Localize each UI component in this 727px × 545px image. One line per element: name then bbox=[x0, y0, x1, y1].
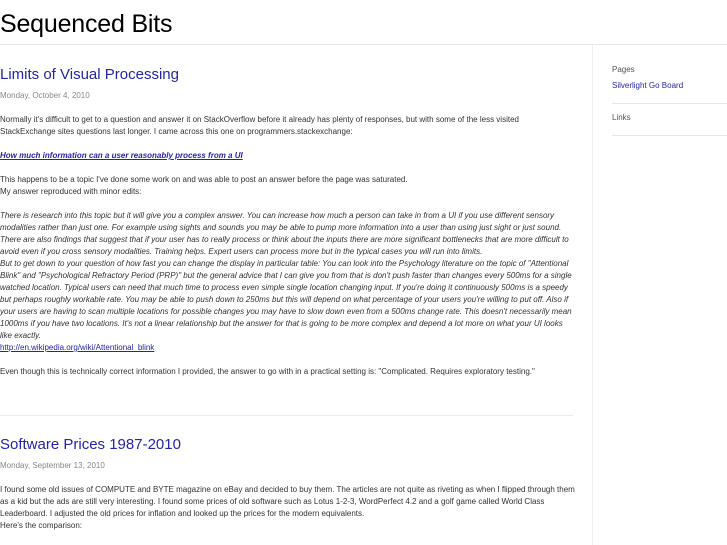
sidebar bbox=[612, 45, 727, 136]
post-body bbox=[0, 484, 575, 532]
context-line-1: This happens to be a topic I've done some work on and was able to post an answer before the page was saturated. bbox=[0, 175, 408, 184]
sidebar-divider bbox=[612, 135, 727, 136]
sidebar-divider bbox=[612, 103, 727, 104]
post-intro-paragraph: Normally it's difficult to get to a question and answer it on StackOverflow before it already has plenty of responses, but with some of the less visited StackExchange sites questions last longer. I came across this one on programmers.stackexchange: bbox=[0, 115, 519, 136]
post-date: Monday, October 4, 2010 bbox=[0, 91, 90, 100]
post-software-prices bbox=[0, 416, 575, 532]
post-title-link[interactable]: Software Prices 1987-2010 bbox=[0, 436, 181, 453]
comparison-intro: Here's the comparison: bbox=[0, 521, 83, 530]
post-limits-of-visual-processing bbox=[0, 45, 575, 378]
post-body bbox=[0, 114, 575, 378]
sidebar-link-silverlight-go-board[interactable]: Silverlight Go Board bbox=[612, 81, 684, 90]
sidebar-heading-pages: Pages bbox=[612, 65, 635, 74]
post-title-link[interactable]: Limits of Visual Processing bbox=[0, 66, 179, 83]
site-title[interactable]: Sequenced Bits bbox=[0, 10, 173, 38]
question-link[interactable]: How much information can a user reasonably process from a UI bbox=[0, 151, 243, 160]
post-body-paragraph: I found some old issues of COMPUTE and BYTE magazine on eBay and decided to buy them. The articles are not quite as riveting as when I flipped through them as a kid but the ads are still very interesting. I found some prices of old software such as Lotus 1-2-3, WordPerfect 4.2 and a golf game called World Class Leaderboard. I adjusted the old prices for inflation and looked up the prices for the modern equivalents. bbox=[0, 485, 575, 518]
answer-paragraph-1: There is research into this topic but it will give you a complex answer. You can increase how much a person can take in from a UI if you use different sensory modalities rather than just one. For example using sights and sounds you may be able to pump more information into a user than using just sight or just sound. There are also findings that suggest that if your user has to really process or think about the inputs there are more significant bottlenecks that are more difficult to avoid even if you cross sensory modalities. Training helps. Expert users can process more but in the typical cases you will run into limits. bbox=[0, 211, 569, 256]
site-header bbox=[0, 0, 727, 45]
sidebar-heading-links: Links bbox=[612, 113, 631, 122]
attentional-blink-link[interactable]: http://en.wikipedia.org/wiki/Attentional_blink bbox=[0, 343, 155, 352]
post-date: Monday, September 13, 2010 bbox=[0, 461, 105, 470]
answer-paragraph-2: But to get down to your question of how fast you can change the display in particular table: You can look into the Psychology literature on the topic of "Attentional Blink" and "Psychological Refractory Period (PRP)" but the general advice that I can give you from that is don't push faster than changes every 500ms for a single watched location. Typical users can need that much time to process even simple single location changing input. If you're doing it continuously 500ms is a speedy but perhaps roughly workable rate. You may be able to push down to 250ms but this will depend on what percentage of your users you're willing to put off. Also if your users are having to scan multiple locations for possible changes you may have to slow down even from a 500ms change rate. This doesn't necessarily mean 1000ms if you have two locations. It's not a linear relationship but the answer for that is going to be more complex and depend a lot more on what your UI looks like exactly. bbox=[0, 259, 572, 340]
sidebar-separator bbox=[592, 45, 593, 545]
conclusion-paragraph: Even though this is technically correct information I provided, the answer to go with in a practical setting is: "Complicated. Requires exploratory testing." bbox=[0, 367, 535, 376]
main-content bbox=[0, 45, 575, 532]
context-line-2: My answer reproduced with minor edits: bbox=[0, 187, 142, 196]
